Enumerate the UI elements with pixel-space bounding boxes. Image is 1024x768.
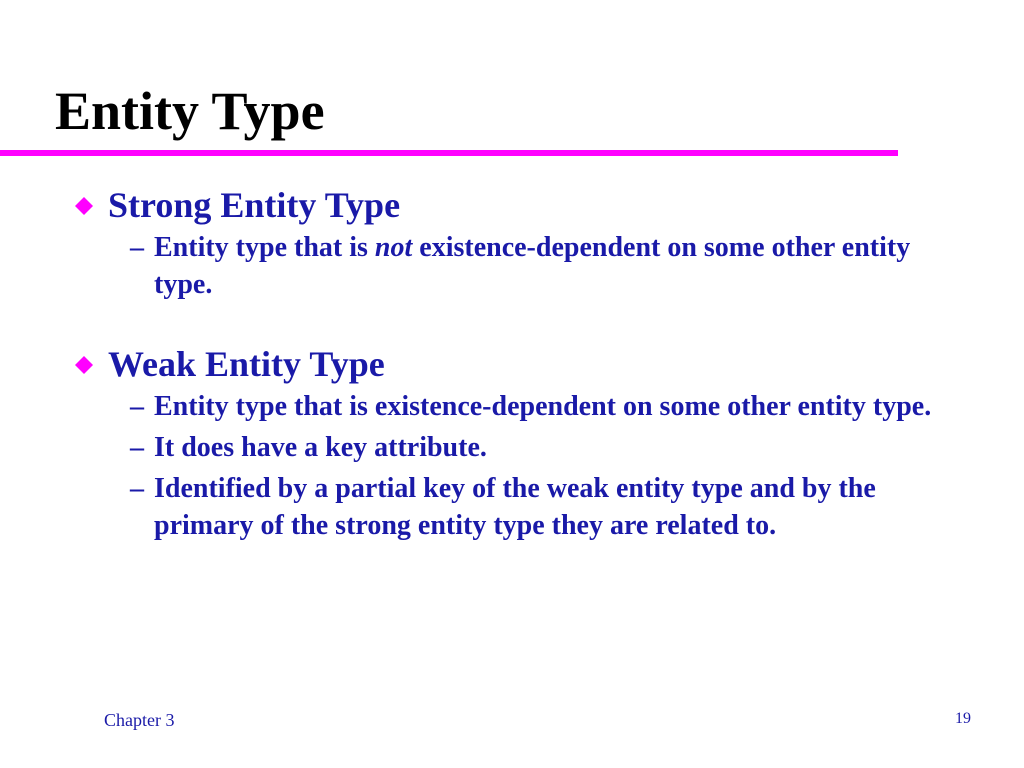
bullet-weak-entity-type bbox=[75, 344, 975, 544]
sub-bullet bbox=[130, 470, 975, 544]
diamond-bullet-icon bbox=[75, 356, 93, 374]
emphasis-text: not bbox=[374, 232, 413, 263]
sub-bullet bbox=[130, 388, 975, 425]
dash-marker: – bbox=[130, 473, 144, 504]
sub-bullet-text bbox=[154, 229, 944, 303]
bullet-strong-entity-type bbox=[75, 185, 975, 303]
sub-bullet-text: Identified by a partial key of the weak entity type and by the primary of the strong entity type they are related to. bbox=[154, 473, 876, 541]
bullet-label: Weak Entity Type bbox=[108, 344, 385, 384]
sub-bullet-text-part: existence-dependent on some other entity type. bbox=[154, 232, 911, 300]
bullet-label: Strong Entity Type bbox=[108, 185, 401, 225]
page-number: 19 bbox=[955, 710, 971, 727]
footer-chapter: Chapter 3 bbox=[104, 710, 175, 730]
dash-marker: – bbox=[130, 432, 144, 463]
sub-bullet bbox=[130, 429, 975, 466]
title-underline bbox=[0, 150, 898, 156]
sub-bullet-text: It does have a key attribute. bbox=[154, 432, 487, 463]
dash-marker: – bbox=[130, 391, 144, 422]
sub-bullet-text: Entity type that is existence-dependent on some other entity type. bbox=[154, 391, 932, 422]
dash-marker: – bbox=[130, 232, 144, 263]
sub-bullet-text-part: Entity type that is bbox=[154, 232, 375, 263]
diamond-bullet-icon bbox=[75, 197, 93, 215]
sub-bullet bbox=[130, 229, 975, 303]
slide-title: Entity Type bbox=[55, 81, 325, 141]
